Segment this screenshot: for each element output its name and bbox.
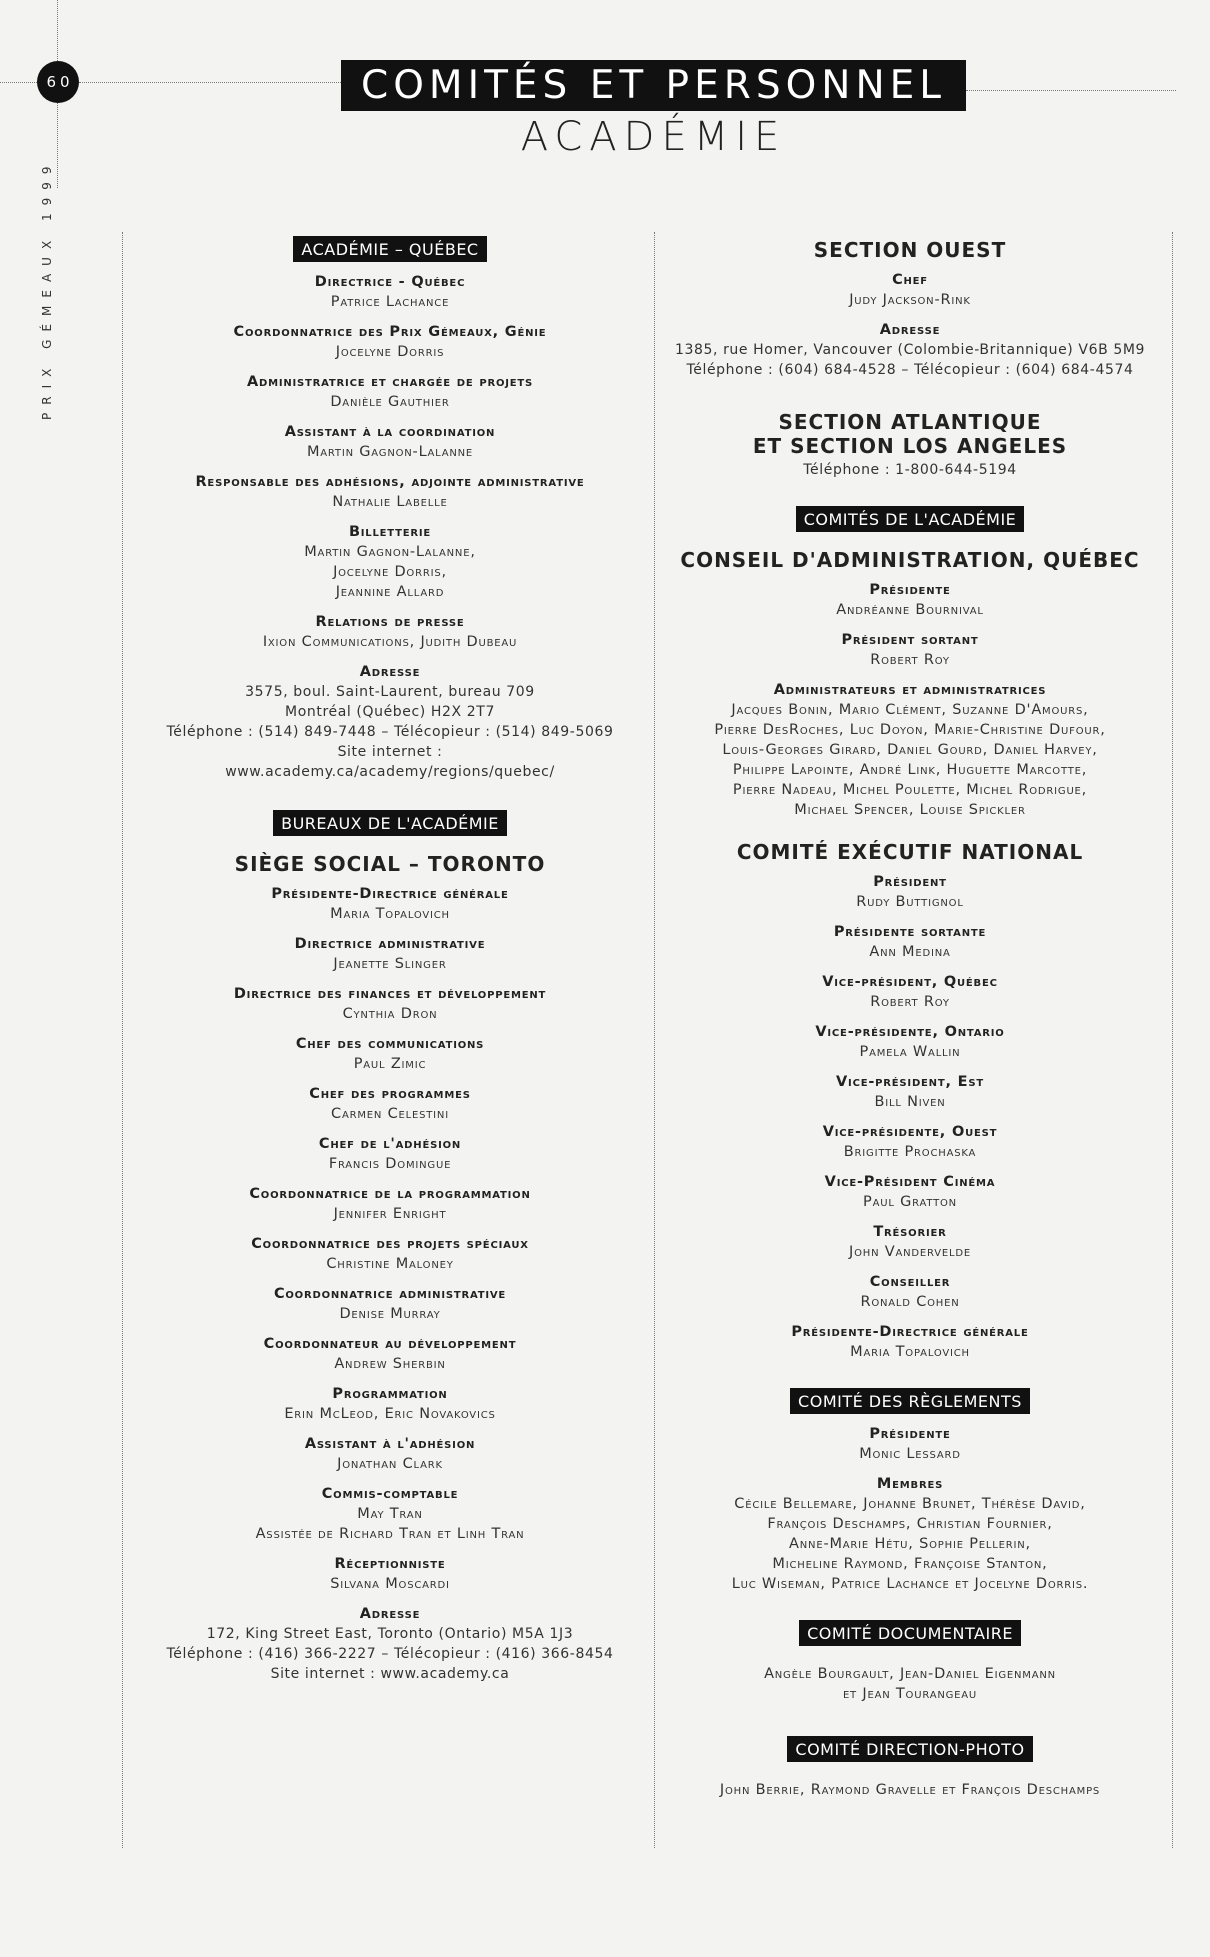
person-name: Robert Roy <box>870 994 950 1010</box>
address-label: Adresse <box>879 322 941 338</box>
role-label: Conseiller <box>869 1274 951 1290</box>
staff-entry <box>660 1172 1160 1212</box>
person-name: Michael Spencer, Louise Spickler <box>794 802 1026 818</box>
role-label: Trésorier <box>873 1224 947 1240</box>
person-name: Maria Topalovich <box>850 1344 970 1360</box>
website-line: Site internet : www.academy.ca <box>270 1666 510 1682</box>
person-name: Micheline Raymond, Françoise Stanton, <box>772 1556 1048 1572</box>
toronto-staff-list <box>130 884 650 1594</box>
person-name: Ixion Communications, Judith Dubeau <box>262 634 518 650</box>
person-name: Christine Maloney <box>326 1256 454 1272</box>
person-name: Luc Wiseman, Patrice Lachance et Jocelyne Dorris. <box>731 1576 1089 1592</box>
role-label: Vice-président, Est <box>836 1074 984 1090</box>
role-label: Chef <box>892 272 928 288</box>
person-name: Paul Zimic <box>353 1056 427 1072</box>
person-name: Rudy Buttignol <box>856 894 964 910</box>
staff-entry <box>130 1384 650 1424</box>
staff-entry <box>660 972 1160 1012</box>
column-rule-middle <box>654 232 655 1848</box>
staff-entry <box>660 1322 1160 1362</box>
role-label: Vice-présidente, Ouest <box>822 1124 998 1140</box>
person-name: Andréanne Bournival <box>836 602 984 618</box>
staff-entry <box>130 1434 650 1474</box>
staff-entry <box>130 984 650 1024</box>
documentaire-members <box>660 1664 1160 1704</box>
person-name: Patrice Lachance <box>330 294 450 310</box>
section-title-toronto: SIÈGE SOCIAL – TORONTO <box>234 852 546 876</box>
member-line: Angèle Bourgault, Jean-Daniel Eigenmann <box>764 1666 1056 1682</box>
role-label: Coordonnatrice des Prix Gémeaux, Génie <box>233 324 547 340</box>
person-name: Judy Jackson-Rink <box>849 292 971 308</box>
staff-entry <box>130 884 650 924</box>
quebec-staff-list <box>130 272 650 652</box>
staff-entry <box>660 630 1160 670</box>
staff-entry <box>660 1474 1160 1594</box>
person-name: Pierre Nadeau, Michel Poulette, Michel Rodrigue, <box>732 782 1088 798</box>
left-column <box>130 232 650 1694</box>
role-label: Assistant à l'adhésion <box>304 1436 476 1452</box>
role-label: Président <box>873 874 947 890</box>
staff-entry <box>130 1034 650 1074</box>
person-name: Jeanette Slinger <box>333 956 447 972</box>
address-line: 172, King Street East, Toronto (Ontario) M5A 1J3 <box>206 1626 574 1642</box>
margin-dotted-rule <box>57 103 58 188</box>
person-name: Anne-Marie Hétu, Sophie Pellerin, <box>789 1536 1031 1552</box>
executif-list <box>660 872 1160 1362</box>
person-name: Nathalie Labelle <box>332 494 448 510</box>
conseil-list <box>660 580 1160 820</box>
side-running-head: PRIX GÉMEAUX 1999 <box>40 158 54 420</box>
address-label: Adresse <box>359 664 421 680</box>
website-url: www.academy.ca/academy/regions/quebec/ <box>225 764 555 780</box>
role-label: Présidente sortante <box>833 924 987 940</box>
page-subtitle: ACADÉMIE <box>520 114 787 160</box>
banner-comites: COMITÉS DE L'ACADÉMIE <box>796 506 1025 532</box>
person-name: Bill Niven <box>874 1094 946 1110</box>
column-rule-right <box>1172 232 1173 1848</box>
person-name: Robert Roy <box>870 652 950 668</box>
staff-entry <box>660 1072 1160 1112</box>
staff-entry <box>130 1284 650 1324</box>
photo-members <box>660 1780 1160 1800</box>
header-dotted-rule-right <box>966 90 1176 91</box>
person-name: Jacques Bonin, Mario Clément, Suzanne D'Amours, <box>731 702 1089 718</box>
role-label: Chef des programmes <box>309 1086 471 1102</box>
section-title-conseil: CONSEIL D'ADMINISTRATION, QUÉBEC <box>680 548 1140 572</box>
staff-entry <box>130 1084 650 1124</box>
staff-entry <box>130 1184 650 1224</box>
person-name: Denise Murray <box>339 1306 441 1322</box>
page-number: 60 <box>37 61 79 103</box>
banner-documentaire: COMITÉ DOCUMENTAIRE <box>799 1620 1021 1646</box>
role-label: Administrateurs et administratrices <box>773 682 1047 698</box>
banner-bureaux: BUREAUX DE L'ACADÉMIE <box>273 810 507 836</box>
role-label: Présidente <box>869 582 951 598</box>
role-label: Président sortant <box>841 632 979 648</box>
column-rule-left <box>122 232 123 1848</box>
person-name: Jonathan Clark <box>337 1456 443 1472</box>
ouest-address <box>660 320 1160 380</box>
role-label: Coordonnatrice administrative <box>273 1286 507 1302</box>
role-label: Chef de l'adhésion <box>318 1136 462 1152</box>
role-label: Présidente-Directrice générale <box>271 886 509 902</box>
banner-academie-quebec: ACADÉMIE – QUÉBEC <box>293 236 486 262</box>
role-label: Coordonnatrice des projets spéciaux <box>251 1236 529 1252</box>
staff-entry <box>130 472 650 512</box>
role-label: Coordonnateur au développement <box>263 1336 517 1352</box>
person-name: Cynthia Dron <box>342 1006 438 1022</box>
atlantique-phone: Téléphone : 1-800-644-5194 <box>803 462 1017 478</box>
person-name: Jennifer Enright <box>333 1206 447 1222</box>
staff-entry <box>130 372 650 412</box>
member-line: et Jean Tourangeau <box>842 1686 978 1702</box>
person-name: Pamela Wallin <box>859 1044 961 1060</box>
quebec-address <box>130 662 650 782</box>
section-title-atlantique <box>660 410 1160 458</box>
person-name: Erin McLeod, Eric Novakovics <box>284 1406 496 1422</box>
role-label: Présidente <box>869 1426 951 1442</box>
staff-entry <box>660 922 1160 962</box>
person-name: Martin Gagnon-Lalanne, <box>304 544 476 560</box>
address-line: Montréal (Québec) H2X 2T7 <box>285 704 495 720</box>
person-name: Paul Gratton <box>863 1194 957 1210</box>
person-name: Jeannine Allard <box>335 584 445 600</box>
person-name: John Vandervelde <box>849 1244 971 1260</box>
person-name: Assistée de Richard Tran et Linh Tran <box>255 1526 525 1542</box>
website-label: Site internet : <box>337 744 443 760</box>
person-name: Pierre DesRoches, Luc Doyon, Marie-Christine Dufour, <box>714 722 1106 738</box>
right-column <box>660 232 1160 1810</box>
role-label: Directrice des finances et développement <box>233 986 547 1002</box>
role-label: Coordonnatrice de la programmation <box>249 1186 531 1202</box>
staff-entry <box>130 612 650 652</box>
staff-entry <box>660 1022 1160 1062</box>
person-name: Jocelyne Dorris, <box>333 564 447 580</box>
staff-entry <box>660 680 1160 820</box>
role-label: Assistant à la coordination <box>284 424 496 440</box>
person-name: Jocelyne Dorris <box>335 344 445 360</box>
person-name: François Deschamps, Christian Fournier, <box>767 1516 1053 1532</box>
role-label: Billetterie <box>348 524 432 540</box>
header-dotted-rule-mid <box>79 82 341 83</box>
person-name: Louis-Georges Girard, Daniel Gourd, Daniel Harvey, <box>722 742 1098 758</box>
role-label: Responsable des adhésions, adjointe administrative <box>195 474 585 490</box>
role-label: Vice-Président Cinéma <box>824 1174 996 1190</box>
person-name: May Tran <box>357 1506 423 1522</box>
role-label: Vice-présidente, Ontario <box>815 1024 1005 1040</box>
reglements-list <box>660 1424 1160 1594</box>
staff-entry <box>130 422 650 462</box>
role-label: Programmation <box>332 1386 448 1402</box>
staff-entry <box>130 522 650 602</box>
person-name: Brigitte Prochaska <box>843 1144 977 1160</box>
staff-entry <box>660 1424 1160 1464</box>
staff-entry <box>130 1334 650 1374</box>
role-label: Directrice - Québec <box>314 274 466 290</box>
section-title-executif: COMITÉ EXÉCUTIF NATIONAL <box>736 840 1084 864</box>
staff-entry <box>130 272 650 312</box>
staff-entry <box>130 1134 650 1174</box>
toronto-address <box>130 1604 650 1684</box>
person-name: Cécile Bellemare, Johanne Brunet, Thérèse David, <box>734 1496 1086 1512</box>
person-name: Silvana Moscardi <box>330 1576 450 1592</box>
address-label: Adresse <box>359 1606 421 1622</box>
member-line: John Berrie, Raymond Gravelle et François Deschamps <box>719 1782 1101 1798</box>
role-label: Chef des communications <box>295 1036 485 1052</box>
person-name: Carmen Celestini <box>331 1106 449 1122</box>
address-line: 1385, rue Homer, Vancouver (Colombie-Britannique) V6B 5M9 <box>674 342 1146 358</box>
person-name: Martin Gagnon-Lalanne <box>306 444 474 460</box>
person-name: Danièle Gauthier <box>330 394 450 410</box>
person-name: Maria Topalovich <box>330 906 450 922</box>
section-title-ouest: SECTION OUEST <box>813 238 1007 262</box>
staff-entry <box>660 1122 1160 1162</box>
address-line: 3575, boul. Saint-Laurent, bureau 709 <box>245 684 535 700</box>
margin-dotted-rule-top <box>57 0 58 61</box>
page-title: COMITÉS ET PERSONNEL <box>341 60 966 111</box>
staff-entry <box>660 1222 1160 1262</box>
role-label: Présidente-Directrice générale <box>791 1324 1029 1340</box>
person-name: Ronald Cohen <box>860 1294 960 1310</box>
role-label: Membres <box>876 1476 944 1492</box>
role-label: Directrice administrative <box>294 936 486 952</box>
header-dotted-rule-left <box>0 82 37 83</box>
staff-entry <box>130 1234 650 1274</box>
role-label: Réceptionniste <box>334 1556 446 1572</box>
role-label: Vice-président, Québec <box>822 974 998 990</box>
ouest-chef <box>660 270 1160 310</box>
staff-entry <box>660 872 1160 912</box>
phone-line: Téléphone : (514) 849-7448 – Télécopieur : (514) 849-5069 <box>166 724 614 740</box>
person-name: Philippe Lapointe, André Link, Huguette Marcotte, <box>732 762 1088 778</box>
staff-entry <box>130 322 650 362</box>
staff-entry <box>130 934 650 974</box>
title-line: SECTION ATLANTIQUE <box>778 410 1042 434</box>
person-name: Francis Domingue <box>328 1156 452 1172</box>
title-line: ET SECTION LOS ANGELES <box>752 434 1068 458</box>
role-label: Administratrice et chargée de projets <box>246 374 534 390</box>
phone-line: Téléphone : (604) 684-4528 – Télécopieur : (604) 684-4574 <box>686 362 1134 378</box>
staff-entry <box>130 1484 650 1544</box>
role-label: Commis-comptable <box>321 1486 459 1502</box>
person-name: Ann Medina <box>869 944 951 960</box>
staff-entry <box>660 1272 1160 1312</box>
person-name: Andrew Sherbin <box>334 1356 446 1372</box>
banner-direction-photo: COMITÉ DIRECTION-PHOTO <box>787 1736 1032 1762</box>
banner-reglements: COMITÉ DES RÈGLEMENTS <box>790 1388 1030 1414</box>
staff-entry <box>130 1554 650 1594</box>
person-name: Monic Lessard <box>859 1446 961 1462</box>
phone-line: Téléphone : (416) 366-2227 – Télécopieur : (416) 366-8454 <box>166 1646 614 1662</box>
role-label: Relations de presse <box>315 614 465 630</box>
staff-entry <box>660 580 1160 620</box>
